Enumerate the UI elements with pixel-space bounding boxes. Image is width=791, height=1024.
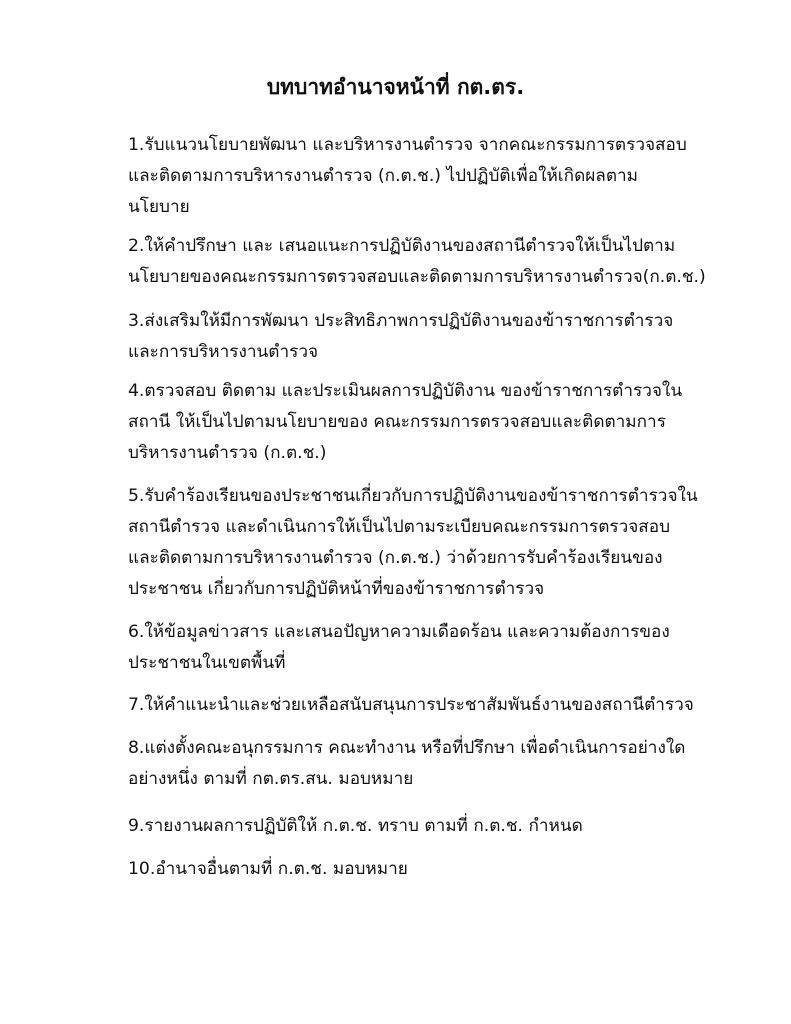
list-item-7	[128, 690, 694, 721]
list-item-5	[128, 481, 698, 605]
list-item-line: อย่างหนึ่ง ตามที่ กต.ตร.สน. มอบหมาย	[128, 769, 414, 789]
list-item-line: 5.รับคำร้องเรียนของประชาชนเกี่ยวกับการปฏิบัติงานของข้าราชการตำรวจใน	[128, 486, 698, 506]
list-item-line: 7.ให้คำแนะนำและช่วยเหลือสนับสนุนการประชาสัมพันธ์งานของสถานีตำรวจ	[128, 695, 694, 715]
list-item-line: 9.รายงานผลการปฏิบัติให้ ก.ต.ช. ทราบ ตามที่ ก.ต.ช. กำหนด	[128, 816, 583, 836]
list-item-line: 8.แต่งตั้งคณะอนุกรรมการ คณะทำงาน หรือที่ปรึกษา เพื่อดำเนินการอย่างใด	[128, 738, 686, 758]
list-item-line: สถานีตำรวจ และดำเนินการให้เป็นไปตามระเบียบคณะกรรมการตรวจสอบ	[128, 517, 671, 537]
list-item-line: และการบริหารงานตำรวจ	[128, 342, 319, 362]
list-item-line: บริหารงานตำรวจ (ก.ต.ช.)	[128, 443, 327, 463]
list-item-line: และติดตามการบริหารงานตำรวจ (ก.ต.ช.) ว่าด้วยการรับคำร้องเรียนของ	[128, 548, 663, 568]
list-item-line: 1.รับแนวนโยบายพัฒนา และบริหารงานตำรวจ จากคณะกรรมการตรวจสอบ	[128, 135, 687, 155]
list-item-line: 2.ให้คำปรึกษา และ เสนอแนะการปฏิบัติงานของสถานีตำรวจให้เป็นไปตาม	[128, 236, 676, 256]
list-item-10	[128, 854, 676, 885]
list-item-1	[128, 130, 687, 223]
list-item-line: ประชาชน เกี่ยวกับการปฏิบัติหน้าที่ของข้าราชการตำรวจ	[128, 579, 545, 599]
list-item-line: 6.ให้ข้อมูลข่าวสาร และเสนอปัญหาความเดือดร้อน และความต้องการของ	[128, 622, 670, 642]
list-item-line: 10.อำนาจอื่นตามที่ ก.ต.ช. มอบหมาย	[128, 859, 408, 879]
list-item-2	[128, 231, 706, 293]
page-title: บทบาทอำนาจหน้าที่ กต.ตร.	[266, 75, 525, 99]
list-item-9	[128, 811, 676, 842]
list-item-line: และติดตามการบริหารงานตำรวจ (ก.ต.ช.) ไปปฏิบัติเพื่อให้เกิดผลตาม	[128, 166, 638, 186]
list-item-line: 4.ตรวจสอบ ติดตาม และประเมินผลการปฏิบัติงาน ของข้าราชการตำรวจใน	[128, 381, 683, 401]
list-item-line: สถานี ให้เป็นไปตามนโยบายของ คณะกรรมการตรวจสอบและติดตามการ	[128, 412, 666, 432]
list-item-line: นโยบายของคณะกรรมการตรวจสอบและติดตามการบริหารงานตำรวจ(ก.ต.ช.)	[128, 267, 706, 287]
list-item-6	[128, 617, 676, 679]
list-item-line: นโยบาย	[128, 197, 190, 217]
list-item-8	[128, 733, 686, 795]
list-item-line: ประชาชนในเขตพื้นที่	[128, 653, 286, 673]
list-item-line: 3.ส่งเสริมให้มีการพัฒนา ประสิทธิภาพการปฏิบัติงานของข้าราชการตำรวจ	[128, 311, 674, 331]
list-item-3	[128, 306, 676, 368]
list-item-4	[128, 376, 683, 469]
